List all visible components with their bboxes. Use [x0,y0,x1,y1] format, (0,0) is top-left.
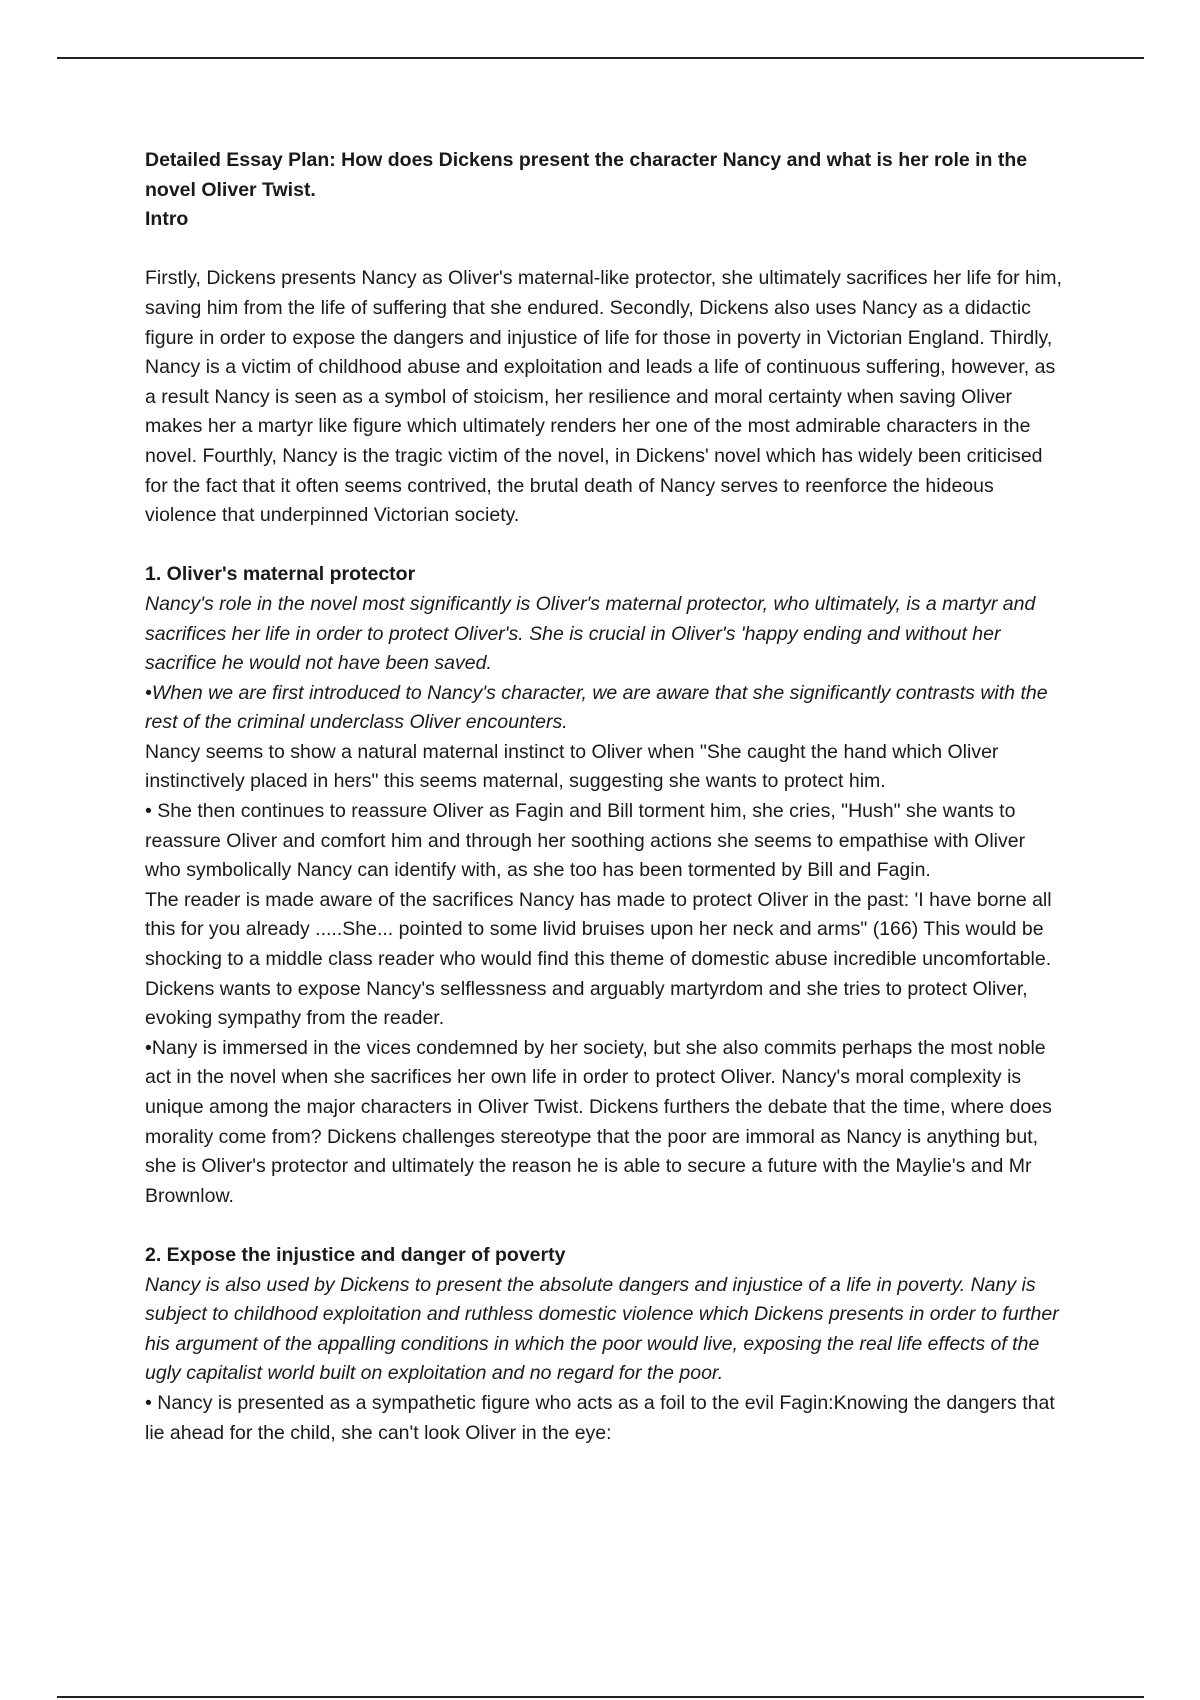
section-1-paragraph-1: Nancy seems to show a natural maternal instinct to Oliver when "She caught the hand which Oliver instinctively placed in hers" this seems maternal, suggesting she wants to protect him. [145,740,999,793]
spacer [145,531,1065,561]
document-body [145,146,1065,1448]
section-1-bullet-1: •When we are first introduced to Nancy's character, we are aware that she significantly contrasts with the rest of the criminal underclass Oliver encounters. [145,681,1048,734]
section-2-summary: Nancy is also used by Dickens to present the absolute dangers and injustice of a life in poverty. Nany is subject to childhood exploitation and ruthless domestic violence which Dickens presents in order to further his argument of the appalling conditions in which the poor would live, exposing the real life effects of the ugly capitalist world built on exploitation and no regard for the poor. [145,1273,1059,1385]
bottom-rule [57,1696,1144,1698]
spacer [145,1211,1065,1241]
top-rule [57,57,1144,59]
section-1-summary: Nancy's role in the novel most significantly is Oliver's maternal protector, who ultimately, is a martyr and sacrifices her life in order to protect Oliver's. She is crucial in Oliver's 'happy ending and without her sacrifice he would not have been saved. [145,592,1036,675]
section-1-bullet-2: • She then continues to reassure Oliver as Fagin and Bill torment him, she cries, "Hush" she wants to reassure Oliver and comfort him and through her soothing actions she seems to empathise with Oliver who symbolically Nancy can identify with, as she too has been tormented by Bill and Fagin. [145,800,1026,882]
spacer [145,235,1065,265]
intro-heading: Intro [145,208,189,231]
section-1-bullet-3: •Nany is immersed in the vices condemned by her society, but she also commits perhaps the most noble act in the novel when she sacrifices her own life in order to protect Oliver. Nancy's moral complexity is unique among the major characters in Oliver Twist. Dickens furthers the debate that the time, where does morality come from? Dickens challenges stereotype that the poor are immoral as Nancy is anything but, she is Oliver's protector and ultimately the reason he is able to secure a future with the Maylie's and Mr Brownlow. [145,1036,1052,1207]
section-1-paragraph-2: The reader is made aware of the sacrifices Nancy has made to protect Oliver in the past: 'I have borne all this for you already .....She... pointed to some livid bruises upon her neck and arms" (166) This would be shocking to a middle class reader who would find this theme of domestic abuse incredible uncomfortable. Dickens wants to expose Nancy's selflessness and arguably martyrdom and she tries to protect Oliver, evoking sympathy from the reader. [145,888,1052,1030]
document-title: Detailed Essay Plan: How does Dickens present the character Nancy and what is her role in the novel Oliver Twist. [145,149,1028,201]
section-1-heading: 1. Oliver's maternal protector [145,563,416,586]
intro-paragraph: Firstly, Dickens presents Nancy as Oliver's maternal-like protector, she ultimately sacrifices her life for him, saving him from the life of suffering that she endured. Secondly, Dickens also uses Nancy as a didactic figure in order to expose the dangers and injustice of life for those in poverty in Victorian England. Thirdly, Nancy is a victim of childhood abuse and exploitation and leads a life of continuous suffering, however, as a result Nancy is seen as a symbol of stoicism, her resilience and moral certainty when saving Oliver makes her a martyr like figure which ultimately renders her one of the most admirable characters in the novel. Fourthly, Nancy is the tragic victim of the novel, in Dickens' novel which has widely been criticised for the fact that it often seems contrived, the brutal death of Nancy serves to reenforce the hideous violence that underpinned Victorian society. [145,267,1062,527]
section-2-heading: 2. Expose the injustice and danger of poverty [145,1243,566,1266]
section-2-bullet-1: • Nancy is presented as a sympathetic figure who acts as a foil to the evil Fagin:Knowing the dangers that lie ahead for the child, she can't look Oliver in the eye: [145,1391,1055,1444]
